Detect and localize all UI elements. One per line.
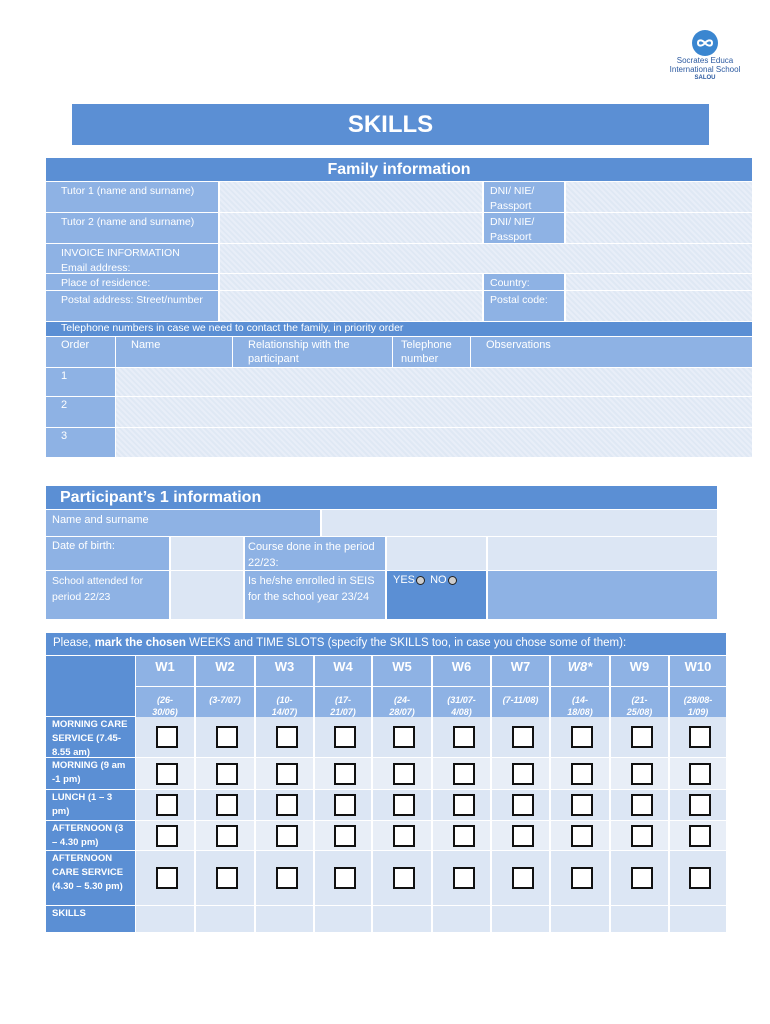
week-checkbox[interactable]: [393, 726, 415, 748]
slot-cell-5-2: [196, 851, 254, 905]
slot-label-5: AFTERNOON CARE SERVICE (4.30 – 5.30 pm): [46, 851, 135, 905]
week-header-2: W2: [196, 656, 254, 686]
slot-cell-1-7: [492, 717, 549, 757]
slot-cell-5-10: [670, 851, 726, 905]
week-checkbox[interactable]: [571, 825, 593, 847]
order-1: 1: [46, 368, 115, 396]
week-checkbox[interactable]: [689, 726, 711, 748]
week-header-4: W4: [315, 656, 371, 686]
week-header-10: W10: [670, 656, 726, 686]
week-checkbox[interactable]: [156, 726, 178, 748]
skills-cell-8[interactable]: [551, 906, 609, 932]
week-dates-4: (17- 21/07): [315, 687, 371, 717]
week-checkbox[interactable]: [334, 726, 356, 748]
slot-cell-2-4: [315, 758, 371, 789]
slot-cell-3-10: [670, 790, 726, 820]
week-header-1: W1: [136, 656, 194, 686]
tutor1-label: Tutor 1 (name and surname): [46, 182, 218, 212]
seis-options: [387, 571, 486, 619]
skills-cell-2[interactable]: [196, 906, 254, 932]
slot-cell-4-3: [256, 821, 313, 850]
week-checkbox[interactable]: [453, 867, 475, 889]
yes-radio[interactable]: [416, 576, 425, 585]
phones-heading: Telephone numbers in case we need to contact the family, in priority order: [46, 322, 752, 336]
week-checkbox[interactable]: [334, 825, 356, 847]
week-checkbox[interactable]: [276, 726, 298, 748]
email-field[interactable]: [220, 244, 752, 273]
slot-cell-5-6: [433, 851, 490, 905]
logo-line2: International School: [669, 65, 741, 74]
slot-cell-2-3: [256, 758, 313, 789]
order-2: 2: [46, 397, 115, 427]
week-checkbox[interactable]: [689, 794, 711, 816]
week-checkbox[interactable]: [276, 825, 298, 847]
country-label: Country:: [484, 274, 564, 290]
col-relationship: Relationship with the participant: [233, 337, 392, 367]
course-label: Course done in the period 22/23:: [245, 537, 385, 570]
week-checkbox[interactable]: [453, 825, 475, 847]
week-checkbox[interactable]: [334, 867, 356, 889]
week-checkbox[interactable]: [512, 825, 534, 847]
slot-cell-1-9: [611, 717, 668, 757]
participant-name-label: Name and surname: [46, 510, 320, 536]
skills-cell-10[interactable]: [670, 906, 726, 932]
phone-row-3-field[interactable]: [116, 428, 752, 457]
col-telephone: Telephone number: [393, 337, 470, 367]
slot-cell-4-10: [670, 821, 726, 850]
slot-cell-3-5: [373, 790, 431, 820]
slot-cell-4-1: [136, 821, 194, 850]
tutor1-field[interactable]: [220, 182, 482, 212]
slot-cell-4-9: [611, 821, 668, 850]
skills-cell-7[interactable]: [492, 906, 549, 932]
school-logo: [650, 30, 760, 86]
slot-cell-1-1: [136, 717, 194, 757]
week-checkbox[interactable]: [393, 794, 415, 816]
week-header-6: W6: [433, 656, 490, 686]
week-checkbox[interactable]: [571, 794, 593, 816]
slot-cell-3-4: [315, 790, 371, 820]
slot-cell-5-5: [373, 851, 431, 905]
week-checkbox[interactable]: [334, 794, 356, 816]
postal-code-label: Postal code:: [484, 291, 564, 321]
skills-label: SKILLS: [46, 906, 135, 932]
slot-label-4: AFTERNOON (3 – 4.30 pm): [46, 821, 135, 850]
slot-cell-2-1: [136, 758, 194, 789]
dni2-field[interactable]: [566, 213, 752, 243]
slot-label-3: LUNCH (1 – 3 pm): [46, 790, 135, 820]
col-order: Order: [46, 337, 115, 367]
week-dates-8: (14- 18/08): [551, 687, 609, 717]
logo-line1: Socrates Educa: [676, 56, 734, 65]
week-header-8: W8*: [551, 656, 609, 686]
week-checkbox[interactable]: [631, 867, 653, 889]
page-title: SKILLS: [347, 111, 434, 138]
family-heading: Family information: [327, 161, 471, 178]
invoice-label: [46, 244, 218, 273]
week-checkbox[interactable]: [512, 794, 534, 816]
slot-cell-2-9: [611, 758, 668, 789]
postal-code-field[interactable]: [566, 291, 752, 321]
week-dates-5: (24- 28/07): [373, 687, 431, 717]
participant-heading: Participant’s 1 information: [60, 489, 262, 506]
slot-cell-5-9: [611, 851, 668, 905]
residence-label: Place of residence:: [46, 274, 218, 290]
slot-cell-3-7: [492, 790, 549, 820]
week-header-5: W5: [373, 656, 431, 686]
slot-cell-4-4: [315, 821, 371, 850]
week-dates-10: (28/08- 1/09): [670, 687, 726, 717]
week-checkbox[interactable]: [156, 825, 178, 847]
week-checkbox[interactable]: [631, 726, 653, 748]
invoice-heading: INVOICE INFORMATION: [61, 247, 180, 259]
slot-cell-1-5: [373, 717, 431, 757]
no-label: NO: [430, 574, 447, 586]
week-checkbox[interactable]: [334, 763, 356, 785]
country-field[interactable]: [566, 274, 752, 290]
week-checkbox[interactable]: [689, 825, 711, 847]
week-dates-7: (7-11/08): [492, 687, 549, 717]
week-checkbox[interactable]: [631, 763, 653, 785]
infinity-logo-icon: [692, 30, 718, 56]
slot-cell-3-8: [551, 790, 609, 820]
school-field[interactable]: [171, 571, 243, 619]
week-checkbox[interactable]: [393, 763, 415, 785]
week-checkbox[interactable]: [216, 867, 238, 889]
dob-label: Date of birth:: [46, 537, 169, 570]
week-checkbox[interactable]: [216, 794, 238, 816]
week-checkbox[interactable]: [156, 763, 178, 785]
slot-cell-5-8: [551, 851, 609, 905]
slot-cell-5-7: [492, 851, 549, 905]
weeks-instruction-bar: [46, 633, 726, 655]
slot-cell-1-8: [551, 717, 609, 757]
week-checkbox[interactable]: [216, 726, 238, 748]
week-checkbox[interactable]: [453, 763, 475, 785]
instruction-pre: Please,: [53, 637, 95, 649]
participant-name-field[interactable]: [322, 510, 717, 536]
week-dates-1: (26- 30/06): [136, 687, 194, 717]
week-dates-2: (3-7/07): [196, 687, 254, 717]
slot-cell-2-5: [373, 758, 431, 789]
week-dates-9: (21- 25/08): [611, 687, 668, 717]
week-dates-6: (31/07- 4/08): [433, 687, 490, 717]
no-radio[interactable]: [448, 576, 457, 585]
week-header-3: W3: [256, 656, 313, 686]
instruction-bold: mark the chosen: [94, 637, 186, 649]
week-checkbox[interactable]: [512, 726, 534, 748]
skills-cell-6[interactable]: [433, 906, 490, 932]
week-dates-3: (10- 14/07): [256, 687, 313, 717]
week-checkbox[interactable]: [276, 867, 298, 889]
week-checkbox[interactable]: [689, 867, 711, 889]
skills-cell-4[interactable]: [315, 906, 371, 932]
participant-heading-bar: [46, 486, 717, 509]
week-header-7: W7: [492, 656, 549, 686]
slot-cell-2-6: [433, 758, 490, 789]
slot-cell-2-10: [670, 758, 726, 789]
week-checkbox[interactable]: [156, 794, 178, 816]
week-checkbox[interactable]: [512, 867, 534, 889]
slot-cell-2-2: [196, 758, 254, 789]
dni1-label: DNI/ NIE/ Passport: [484, 182, 564, 212]
slot-cell-3-1: [136, 790, 194, 820]
yes-label: YES: [393, 574, 416, 586]
week-checkbox[interactable]: [631, 825, 653, 847]
slot-cell-1-10: [670, 717, 726, 757]
postal-address-label: Postal address: Street/number: [46, 291, 218, 321]
skills-cell-1[interactable]: [136, 906, 194, 932]
course-field[interactable]: [387, 537, 486, 570]
phone-row-1-field[interactable]: [116, 368, 752, 396]
dni2-label: DNI/ NIE/ Passport: [484, 213, 564, 243]
seis-label: Is he/she enrolled in SEIS for the school year 23/24: [245, 571, 385, 619]
tutor2-label: Tutor 2 (name and surname): [46, 213, 218, 243]
week-checkbox[interactable]: [571, 867, 593, 889]
skills-cell-9[interactable]: [611, 906, 668, 932]
slot-cell-2-8: [551, 758, 609, 789]
week-checkbox[interactable]: [453, 794, 475, 816]
week-checkbox[interactable]: [216, 825, 238, 847]
week-checkbox[interactable]: [276, 794, 298, 816]
phone-row-2-field[interactable]: [116, 397, 752, 427]
weeks-corner: [46, 656, 135, 716]
skills-cell-5[interactable]: [373, 906, 431, 932]
week-checkbox[interactable]: [571, 726, 593, 748]
page-title-bar: [72, 104, 709, 145]
week-checkbox[interactable]: [276, 763, 298, 785]
slot-cell-3-3: [256, 790, 313, 820]
slot-cell-1-3: [256, 717, 313, 757]
week-checkbox[interactable]: [571, 763, 593, 785]
slot-cell-1-6: [433, 717, 490, 757]
week-checkbox[interactable]: [512, 763, 534, 785]
slot-cell-1-4: [315, 717, 371, 757]
week-checkbox[interactable]: [216, 763, 238, 785]
instruction-post: WEEKS and TIME SLOTS (specify the SKILLS too, in case you chose some of them):: [185, 637, 627, 649]
slot-label-2: MORNING (9 am -1 pm): [46, 758, 135, 789]
skills-cell-3[interactable]: [256, 906, 313, 932]
week-checkbox[interactable]: [393, 825, 415, 847]
week-checkbox[interactable]: [631, 794, 653, 816]
residence-field[interactable]: [220, 274, 482, 290]
school-label: School attended for period 22/23: [46, 571, 169, 619]
course-extra-field: [488, 537, 717, 570]
slot-cell-4-8: [551, 821, 609, 850]
col-observations: Observations: [471, 337, 752, 367]
slot-cell-5-3: [256, 851, 313, 905]
slot-cell-5-1: [136, 851, 194, 905]
order-3: 3: [46, 428, 115, 457]
slot-cell-4-5: [373, 821, 431, 850]
slot-cell-4-6: [433, 821, 490, 850]
slot-cell-2-7: [492, 758, 549, 789]
week-checkbox[interactable]: [453, 726, 475, 748]
week-checkbox[interactable]: [393, 867, 415, 889]
week-checkbox[interactable]: [156, 867, 178, 889]
slot-cell-4-7: [492, 821, 549, 850]
postal-address-field[interactable]: [220, 291, 482, 321]
tutor2-field[interactable]: [220, 213, 482, 243]
week-header-9: W9: [611, 656, 668, 686]
slot-label-1: MORNING CARE SERVICE (7.45-8.55 am): [46, 717, 135, 757]
slot-cell-3-2: [196, 790, 254, 820]
email-label: Email address:: [61, 262, 131, 274]
week-checkbox[interactable]: [689, 763, 711, 785]
slot-cell-1-2: [196, 717, 254, 757]
slot-cell-5-4: [315, 851, 371, 905]
dob-field[interactable]: [171, 537, 243, 570]
dni1-field[interactable]: [566, 182, 752, 212]
logo-line3: SALOU: [694, 75, 716, 81]
seis-extra: [488, 571, 717, 619]
family-heading-bar: [46, 158, 752, 181]
slot-cell-4-2: [196, 821, 254, 850]
col-name: Name: [116, 337, 232, 367]
slot-cell-3-6: [433, 790, 490, 820]
slot-cell-3-9: [611, 790, 668, 820]
